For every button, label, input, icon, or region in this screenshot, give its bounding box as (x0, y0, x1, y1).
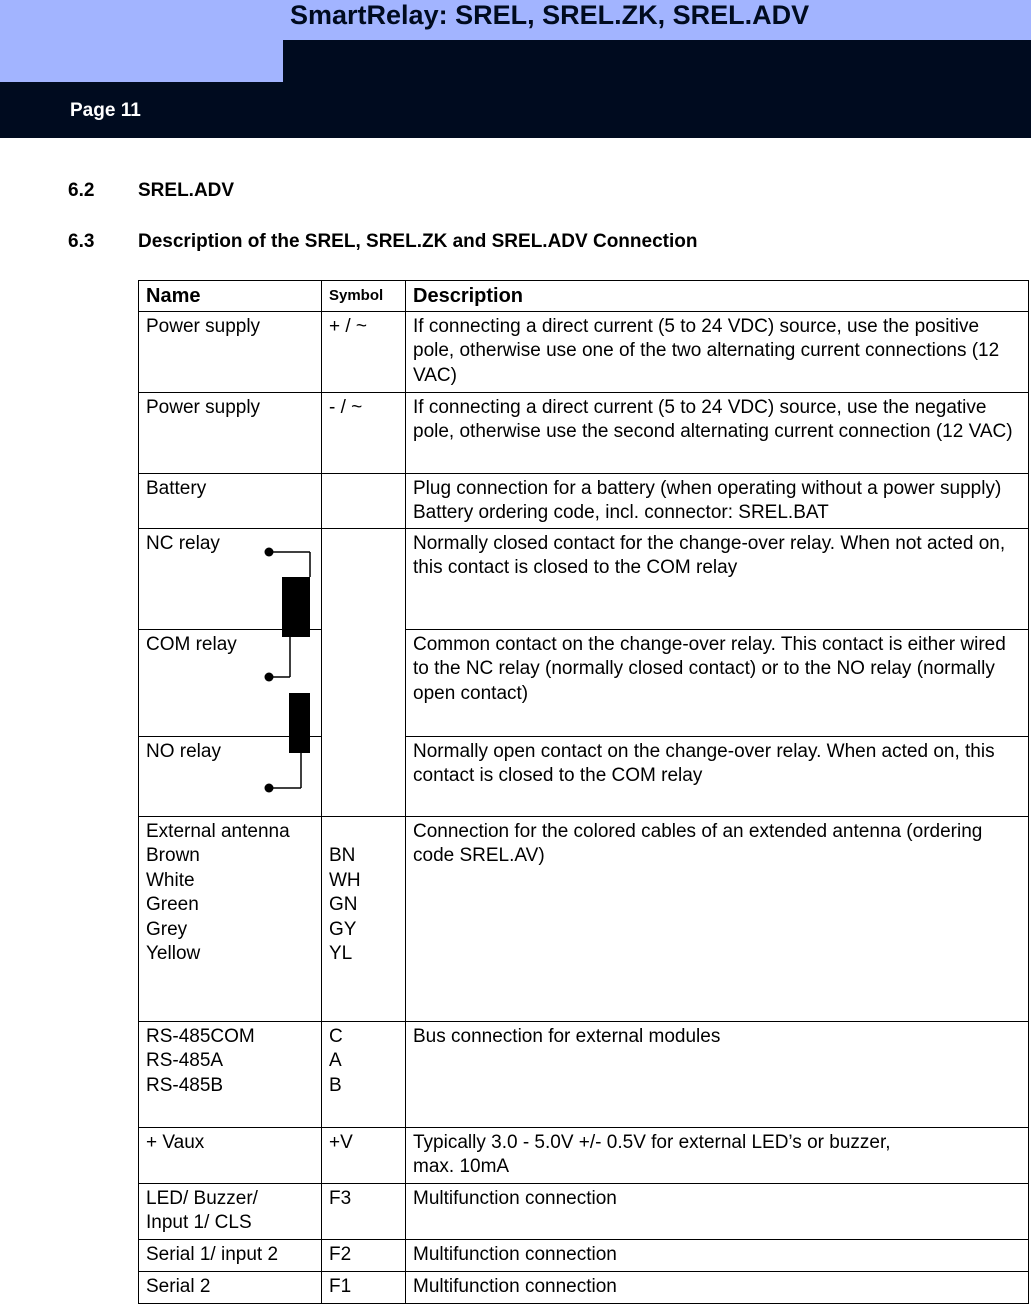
cell-symbol: +V (322, 1127, 406, 1183)
table-row (139, 1021, 1029, 1127)
cell-symbol: F2 (322, 1239, 406, 1271)
cell-name: COM relay (139, 629, 322, 736)
cell-name: NC relay (139, 528, 322, 629)
section-title: Description of the SREL, SREL.ZK and SREL.ADV Connection (138, 231, 698, 252)
cell-name: RS-485COM RS-485A RS-485B (139, 1021, 322, 1127)
header-band-left (0, 0, 283, 82)
table-row (139, 311, 1029, 392)
cell-symbol-relay (322, 528, 406, 816)
cell-symbol: BN WH GN GY YL (322, 816, 406, 1021)
cell-description: Normally closed contact for the change-over relay. When not acted on, this contact is closed to the COM relay (406, 528, 1029, 629)
section-heading-6-2 (68, 180, 468, 204)
section-heading-6-3 (68, 231, 968, 255)
table-header-row (139, 281, 1029, 312)
cell-description: If connecting a direct current (5 to 24 VDC) source, use the negative pole, otherwise use the second alternating current connection (12 VAC) (406, 392, 1029, 473)
table-row (139, 1239, 1029, 1271)
cell-description: If connecting a direct current (5 to 24 VDC) source, use the positive pole, otherwise use one of the two alternating current connections (12 VAC) (406, 311, 1029, 392)
header-bar (0, 82, 1031, 138)
relay-schematic-icon (260, 540, 320, 800)
cell-symbol: C A B (322, 1021, 406, 1127)
table-row (139, 1183, 1029, 1239)
section-number: 6.3 (68, 231, 95, 252)
relay-no-wire (265, 753, 302, 793)
cell-name: Serial 2 (139, 1271, 322, 1303)
cell-symbol: + / ~ (322, 311, 406, 392)
cell-symbol (322, 473, 406, 528)
table-row (139, 1127, 1029, 1183)
cell-description: Common contact on the change-over relay. This contact is either wired to the NC relay (normally closed contact) or to the NO relay (normally open contact) (406, 629, 1029, 736)
cell-description: Connection for the colored cables of an extended antenna (ordering code SREL.AV) (406, 816, 1029, 1021)
table-row (139, 473, 1029, 528)
cell-name: Serial 1/ input 2 (139, 1239, 322, 1271)
cell-name: Power supply (139, 311, 322, 392)
cell-name: + Vaux (139, 1127, 322, 1183)
cell-description: Multifunction connection (406, 1271, 1029, 1303)
header-band-dark (283, 40, 1031, 82)
cell-symbol: F3 (322, 1183, 406, 1239)
table-row (139, 392, 1029, 473)
cell-description: Multifunction connection (406, 1239, 1029, 1271)
section-number: 6.2 (68, 180, 95, 201)
relay-nc-wire (265, 548, 311, 578)
cell-description: Plug connection for a battery (when operating without a power supply) Battery ordering code, incl. connector: SREL.BAT (406, 473, 1029, 528)
cell-name: External antenna Brown White Green Grey Yellow (139, 816, 322, 1021)
cell-description: Typically 3.0 - 5.0V +/- 0.5V for external LED’s or buzzer, max. 10mA (406, 1127, 1029, 1183)
cell-name: NO relay (139, 736, 322, 816)
cell-symbol: F1 (322, 1271, 406, 1303)
cell-description: Bus connection for external modules (406, 1021, 1029, 1127)
cell-name: Battery (139, 473, 322, 528)
page-number: Page 11 (70, 100, 141, 121)
document-title: SmartRelay: SREL, SREL.ZK, SREL.ADV (290, 0, 810, 30)
relay-com-wire (265, 637, 291, 682)
cell-name: Power supply (139, 392, 322, 473)
cell-description: Multifunction connection (406, 1183, 1029, 1239)
section-title: SREL.ADV (138, 180, 235, 201)
table-row (139, 1271, 1029, 1303)
cell-name: LED/ Buzzer/ Input 1/ CLS (139, 1183, 322, 1239)
relay-no-contact (289, 693, 310, 753)
relay-nc-contact (282, 577, 310, 637)
header-description: Description (406, 281, 1029, 312)
header-symbol: Symbol (322, 281, 406, 312)
cell-description: Normally open contact on the change-over relay. When acted on, this contact is closed to the COM relay (406, 736, 1029, 816)
header-name: Name (139, 281, 322, 312)
table-row (139, 816, 1029, 1021)
cell-symbol: - / ~ (322, 392, 406, 473)
